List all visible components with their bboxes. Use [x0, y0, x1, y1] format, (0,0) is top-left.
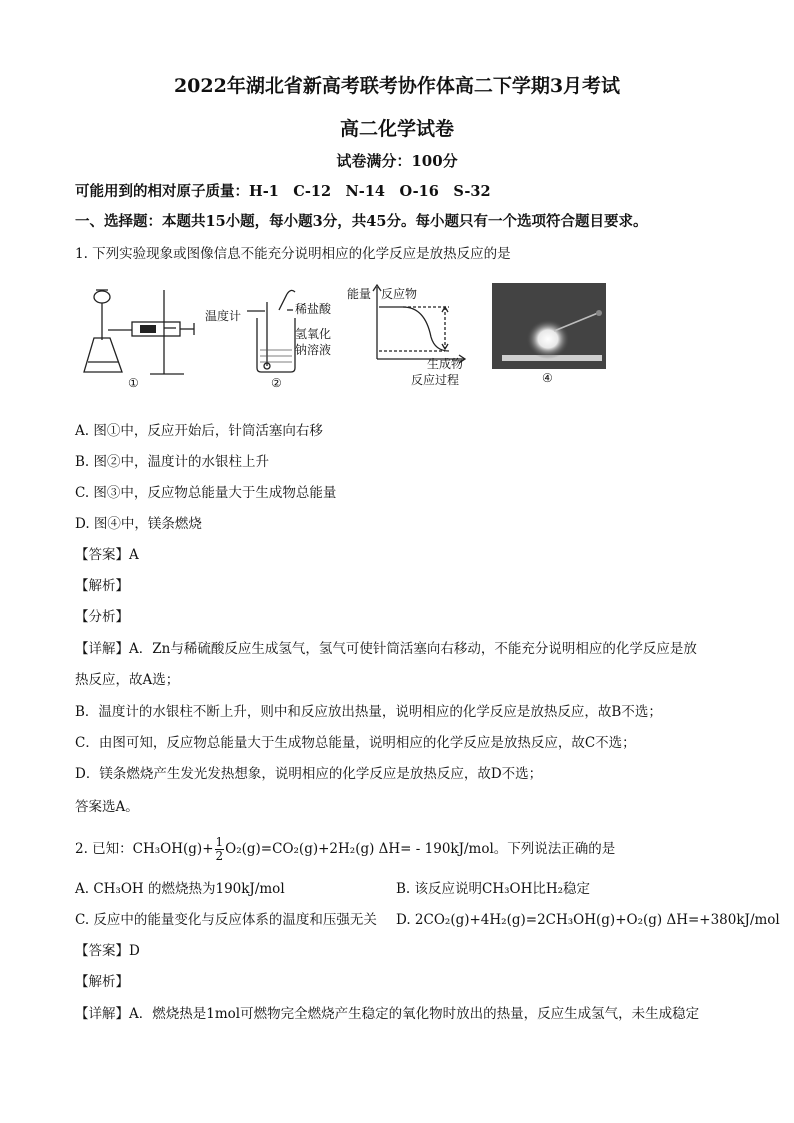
q1-option-b: B. 图②中，温度计的水银柱上升 — [75, 454, 270, 470]
q1-option-c: C. 图③中，反应物总能量大于生成物总能量 — [75, 485, 337, 501]
exam-subtitle: 高二化学试卷 — [339, 118, 454, 140]
thermometer-label: 温度计 — [205, 309, 242, 323]
full-score: 试卷满分：100分 — [336, 152, 458, 170]
q1-conclusion: 答案选A。 — [75, 799, 139, 815]
one-half-fraction — [215, 836, 225, 863]
section-heading: 一、选择题：本题共15小题，每小题3分，共45分。每小题只有一个选项符合题目要求。 — [75, 213, 648, 230]
fraction-denominator: 2 — [215, 849, 224, 863]
exam-title: 2022年湖北省新高考联考协作体高二下学期3月考试 — [173, 75, 621, 97]
q2-detail-line-1: 【详解】A．燃烧热是1mol可燃物完全燃烧产生稳定的氧化物时放出的热量，反应生成氢气，未生成稳定 — [75, 1006, 700, 1022]
fraction-numerator: 1 — [215, 835, 224, 849]
sodium-hydroxide-label-1: 氢氧化 — [295, 327, 332, 341]
product-label: 生成物 — [427, 357, 464, 371]
q1-stem: 1. 下列实验现象或图像信息不能充分说明相应的化学反应是放热反应的是 — [75, 246, 511, 262]
figure-4-magnesium-photo — [492, 283, 606, 385]
q1-detail-line-3: B．温度计的水银柱不断上升，则中和反应放出热量，说明相应的化学反应是放热反应，故B不选； — [75, 704, 662, 720]
hydrochloric-acid-label: 稀盐酸 — [295, 302, 332, 316]
q1-detail-line-5: D．镁条燃烧产生发光发热想象，说明相应的化学反应是放热反应，故D不选； — [75, 766, 543, 782]
q1-analysis-label: 【分析】 — [75, 609, 129, 625]
sodium-hydroxide-label-2: 钠溶液 — [295, 343, 332, 357]
q2-option-a: A. CH₃OH 的燃烧热为190kJ/mol — [75, 881, 285, 897]
energy-axis-label: 能量 — [347, 287, 372, 301]
reactant-label: 反应物 — [381, 287, 418, 301]
figure-1-apparatus — [80, 280, 200, 390]
q1-option-d: D. 图④中，镁条燃烧 — [75, 516, 202, 532]
q2-option-d: D. 2CO₂(g)+4H₂(g)=2CH₃OH(g)+O₂(g) ΔH=+380kJ/mol — [396, 912, 780, 928]
q1-detail-line-4: C．由图可知，反应物总能量大于生成物总能量，说明相应的化学反应是放热反应，故C不选； — [75, 735, 636, 751]
figure-2-beaker — [205, 280, 340, 390]
figure-1-label: ① — [128, 376, 139, 390]
q2-answer: 【答案】D — [75, 943, 140, 959]
q1-option-a: A. 图①中，反应开始后，针筒活塞向右移 — [75, 423, 323, 439]
q2-option-b: B. 该反应说明CH₃OH比H₂稳定 — [396, 881, 591, 897]
q2-analysis-heading: 【解析】 — [75, 974, 129, 990]
q1-analysis-heading: 【解析】 — [75, 578, 129, 594]
q2-stem-suffix: O₂(g)=CO₂(g)+2H₂(g) ΔH= - 190kJ/mol。下列说法正确的是 — [225, 841, 616, 857]
atomic-masses: 可能用到的相对原子质量：H-1 C-12 N-14 O-16 S-32 — [75, 183, 491, 200]
figure-2-label: ② — [271, 376, 282, 390]
q2-stem-prefix: 2. 已知：CH₃OH(g)+ — [75, 841, 214, 857]
q1-detail-line-2: 热反应，故A选； — [75, 672, 180, 688]
apparatus-drawing — [80, 280, 200, 385]
figure-3-energy-diagram — [345, 283, 480, 385]
q2-stem — [75, 836, 615, 863]
q2-option-c: C. 反应中的能量变化与反应体系的温度和压强无关 — [75, 912, 377, 928]
magnesium-burning-image — [492, 283, 606, 369]
q1-detail-line-1: 【详解】A．Zn与稀硫酸反应生成氢气，氢气可使针筒活塞向右移动，不能充分说明相应的化学反应是放 — [75, 641, 697, 657]
q1-answer: 【答案】A — [75, 547, 139, 563]
reaction-process-label: 反应过程 — [411, 373, 460, 387]
figure-4-label: ④ — [542, 371, 553, 385]
